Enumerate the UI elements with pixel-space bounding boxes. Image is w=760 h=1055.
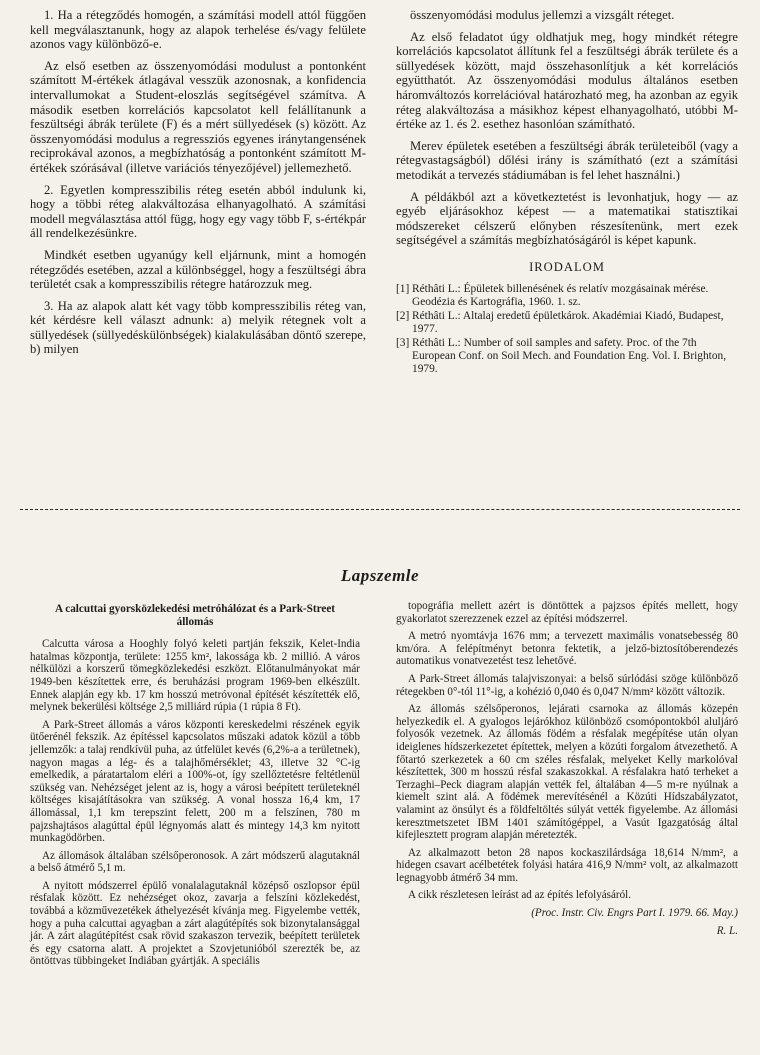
body-paragraph: Merev épületek esetében a feszültségi ábrák területeiből (vagy a rétegvastagságból) dőlési irány is számítható (ezt a számítási metodikát a tervezés stádiumában is fel lehet használni.) bbox=[396, 138, 738, 182]
body-paragraph: 1. Ha a rétegződés homogén, a számítási modell attól függően kell megválasztanunk, hogy az alapok terhelése és/vagy felülete azonos vagy különböző-e. bbox=[30, 8, 366, 52]
reference-item bbox=[396, 283, 738, 309]
references-heading: IRODALOM bbox=[529, 259, 605, 274]
reference-number: [3] bbox=[396, 336, 410, 349]
body-paragraph: 2. Egyetlen kompresszibilis réteg esetén abból indulunk ki, hogy a többi réteg alakváltozása elhanyagolható. A számítási modell megválasztása attól függ, hogy egy vagy több F, s-értékpár áll rendelkezésünkre. bbox=[30, 182, 366, 241]
article-title: A calcuttai gyorsközlekedési metróhálózat és a Park-Street állomás bbox=[54, 603, 336, 628]
body-paragraph: 3. Ha az alapok alatt két vagy több kompresszibilis réteg van, két kérdésre kell választ adnunk: a) melyik rétegnek volt a süllyedések (süllyedéskülönbségek) kialakulásában döntő szerepe, b) milyen bbox=[30, 298, 366, 357]
body-paragraph: Az első esetben az összenyomódási modulust a pontonként számított M-értékek átlagával vesszük azonosnak, a konfidencia intervallumokat a Student-eloszlás segítségével számítva. A második esetben korrelációs kapcsolatot kell felállítanunk a feszültségi ábrák területe (F) és a mért süllyedések (s) között. Az összenyomódási modulus a regressziós egyenes iránytangensének reciprokával azonos, a megbízhatóság a pontonként számított M-értékek szórásával (illetve variációs tényezőjével) jellemezhető. bbox=[30, 58, 366, 175]
upper-right-column bbox=[396, 8, 738, 377]
article-paragraph: A metró nyomtávja 1676 mm; a tervezett maximális vonatsebesség 80 km/óra. A felépítményt betonra fektetik, a jelző-biztosítóberendezés automatikus vonatvezetést tesz lehetővé. bbox=[396, 630, 738, 668]
article-paragraph: Az alkalmazott beton 28 napos kockaszilárdsága 18,614 N/mm², a hidegen csavart acélbetétek folyási határa 416,9 N/mm² volt, az alkalmazott legnagyobb átmérő 34 mm. bbox=[396, 846, 738, 884]
article-paragraph: A Park-Street állomás talajviszonyai: a belső súrlódási szöge különböző rétegekben 0°-tól 11°-ig, a kohézió 0,040 és 0,047 N/mm² között változik. bbox=[396, 672, 738, 698]
article-paragraph: A cikk részletesen leírást ad az építés lefolyásáról. bbox=[408, 889, 632, 902]
article-right-paragraphs bbox=[396, 600, 738, 902]
references-list bbox=[396, 283, 738, 376]
article-right-column bbox=[396, 600, 738, 942]
section-divider bbox=[20, 509, 740, 510]
body-paragraph: A példákból azt a következtetést is levonhatjuk, hogy — az egyéb eljárásokhoz képest — a matematikai statisztikai módszereket célszerű előnyben részesítenünk, mert ezek segítségével a számítás megbízhatóságáról is képet kapunk. bbox=[396, 189, 738, 248]
article-paragraph: Az állomások általában szélsőperonosok. A zárt módszerű alagutaknál a belső átmérő 5,1 m. bbox=[30, 849, 360, 875]
reference-number: [1] bbox=[396, 282, 410, 295]
reference-text: Réthâti L.: Altalaj eredetű épületkárok. Akadémiai Kiadó, Budapest, 1977. bbox=[412, 309, 724, 335]
article-left-column bbox=[30, 603, 360, 973]
article-source: (Proc. Instr. Civ. Engrs Part I. 1979. 66. May.) bbox=[531, 907, 738, 920]
article-left-paragraphs bbox=[30, 638, 360, 968]
body-paragraph: összenyomódási modulus jellemzi a vizsgált réteget. bbox=[410, 8, 675, 22]
article-paragraph: Calcutta városa a Hooghly folyó keleti partján fekszik, Kelet-India hatalmas központja, területe: 1255 km², lakossága kb. 2 millió. A város nélkülözi a korszerű tömegközlekedési eszközt. Előtanulmányokat már 1949-ben készítettek erre, és beruházási program 1969-ben elkészült. Ennek alapján egy kb. 17 km hosszú metróvonal építését készítették elő, melynek bekerülési költsége 2,5 milliárd rúpia (1 rúpia 8 Ft). bbox=[30, 638, 360, 714]
reference-item bbox=[396, 310, 738, 336]
article-paragraph: Az állomás szélsőperonos, lejárati csarnoka az állomás közepén helyezkedik el. A gyalogos lejárókhoz különböző csomópontokból aluljáró folyosók vezetnek. Az állomás födém a résfalak megépítése után olyan ideiglenes hídszerkezetet építettek, melyen a közúti forgalom átvezethető. A főtartó szerkezetek a 60 cm széles résfalak, melyeket Kelly markolóval készítettek, 300 m hosszú résfal szakaszokkal. A résfalakra ható terheket a Terzaghi–Peck diagram alapján vették fel, általában 4—5 m-re nyúlnak a kiemelt szint alá. A födémek merevítésénél a Közúti Hídszabályzatot, valamint az önsúlyt és a földfeltöltés súlyát vették figyelembe. Az állomási keresztmetszetet IBM 1401 számítógéppel, a Vasút Igazgatóság által kifejlesztett program alapján méretezték. bbox=[396, 703, 738, 842]
reference-text: Réthâti L.: Number of soil samples and safety. Proc. of the 7th European Conf. on Soil Mech. and Foundation Eng. Vol. I. Brighton, 1979. bbox=[412, 336, 727, 375]
reference-text: Réthâti L.: Épületek billenésének és relatív mozgásainak mérése. Geodézia és Kartográfia, 1960. 1. sz. bbox=[412, 282, 709, 308]
body-paragraph: Mindkét esetben ugyanúgy kell eljárnunk, mint a homogén rétegződés esetében, azzal a különbséggel, hogy a feszültségi ábra területét csak a kompresszibilis rétegre határozzuk meg. bbox=[30, 247, 366, 292]
article-paragraph: A Park-Street állomás a város központi kereskedelmi részének egyik ütőerénél fekszik. Az építéssel kapcsolatos műszaki adatok közül a több jellemzők: a talaj rendkívül puha, az útfelület kevés (6,2%-a a területnek), nagyon magas a lég- és a talajhőmérséklet; 43, illetve 32 °C-ig emelkedik, a páratartalom eléri a 100%-ot, így szellőztetésre feltétlenül szükség van. Nehézséget jelent az is, hogy a városi beépített területeknél költséges kisajátításokra van szükség. A vonal hossza 16,4 km, 17 állomással, 1,1 km terepszint felett, 200 m a felszínen, 780 m pajzshajtásos alagúttal épül légnyomás alatt és mintegy 14,3 km nyitott munkagödörben. bbox=[30, 718, 360, 845]
section-title: Lapszemle bbox=[340, 566, 420, 585]
article-signature: R. L. bbox=[716, 924, 738, 937]
reference-number: [2] bbox=[396, 309, 410, 322]
upper-right-paragraphs bbox=[396, 8, 738, 248]
upper-left-column bbox=[30, 8, 366, 364]
body-paragraph: Az első feladatot úgy oldhatjuk meg, hogy mindkét rétegre korrelációs kapcsolatot állítunk fel a feszültségi ábrák területe és a süllyedések között, majd összehasonlítjuk a két korrelációs együtthatót. Az összenyomódási modulus általános esetben háromváltozós korrelációval határozható meg, ha azonban az egyik réteg alakváltozása a másikhoz képest elhanyagolható, utóbbi M-értéke az 1. és 2. esethez hasonlóan számítható. bbox=[396, 29, 738, 132]
article-paragraph: A nyitott módszerrel épülő vonalalagutaknál középső oszlopsor épül résfalak között. Ez nehézséget okoz, zavarja a felszíni közlekedést, továbbá a közművezetékek áthelyezését kívánja meg. Figyelembe vették, hogy a puha calcuttai agyagban a zárt alagútépítés sok bizonytalansággal jár. A zárt alagútépítést csak rövid szakaszon tervezik, beépített területek és egy csatorna alatt. A projektet a Szovjetunióból szerezték be, az öntöttvas tübbingeket Indiában gyártják. A speciális bbox=[30, 879, 360, 968]
reference-item bbox=[396, 337, 738, 376]
article-paragraph: topográfia mellett azért is döntöttek a pajzsos építés mellett, hogy gyakorlatot szerezzenek ezzel az építési módszerrel. bbox=[396, 600, 738, 625]
